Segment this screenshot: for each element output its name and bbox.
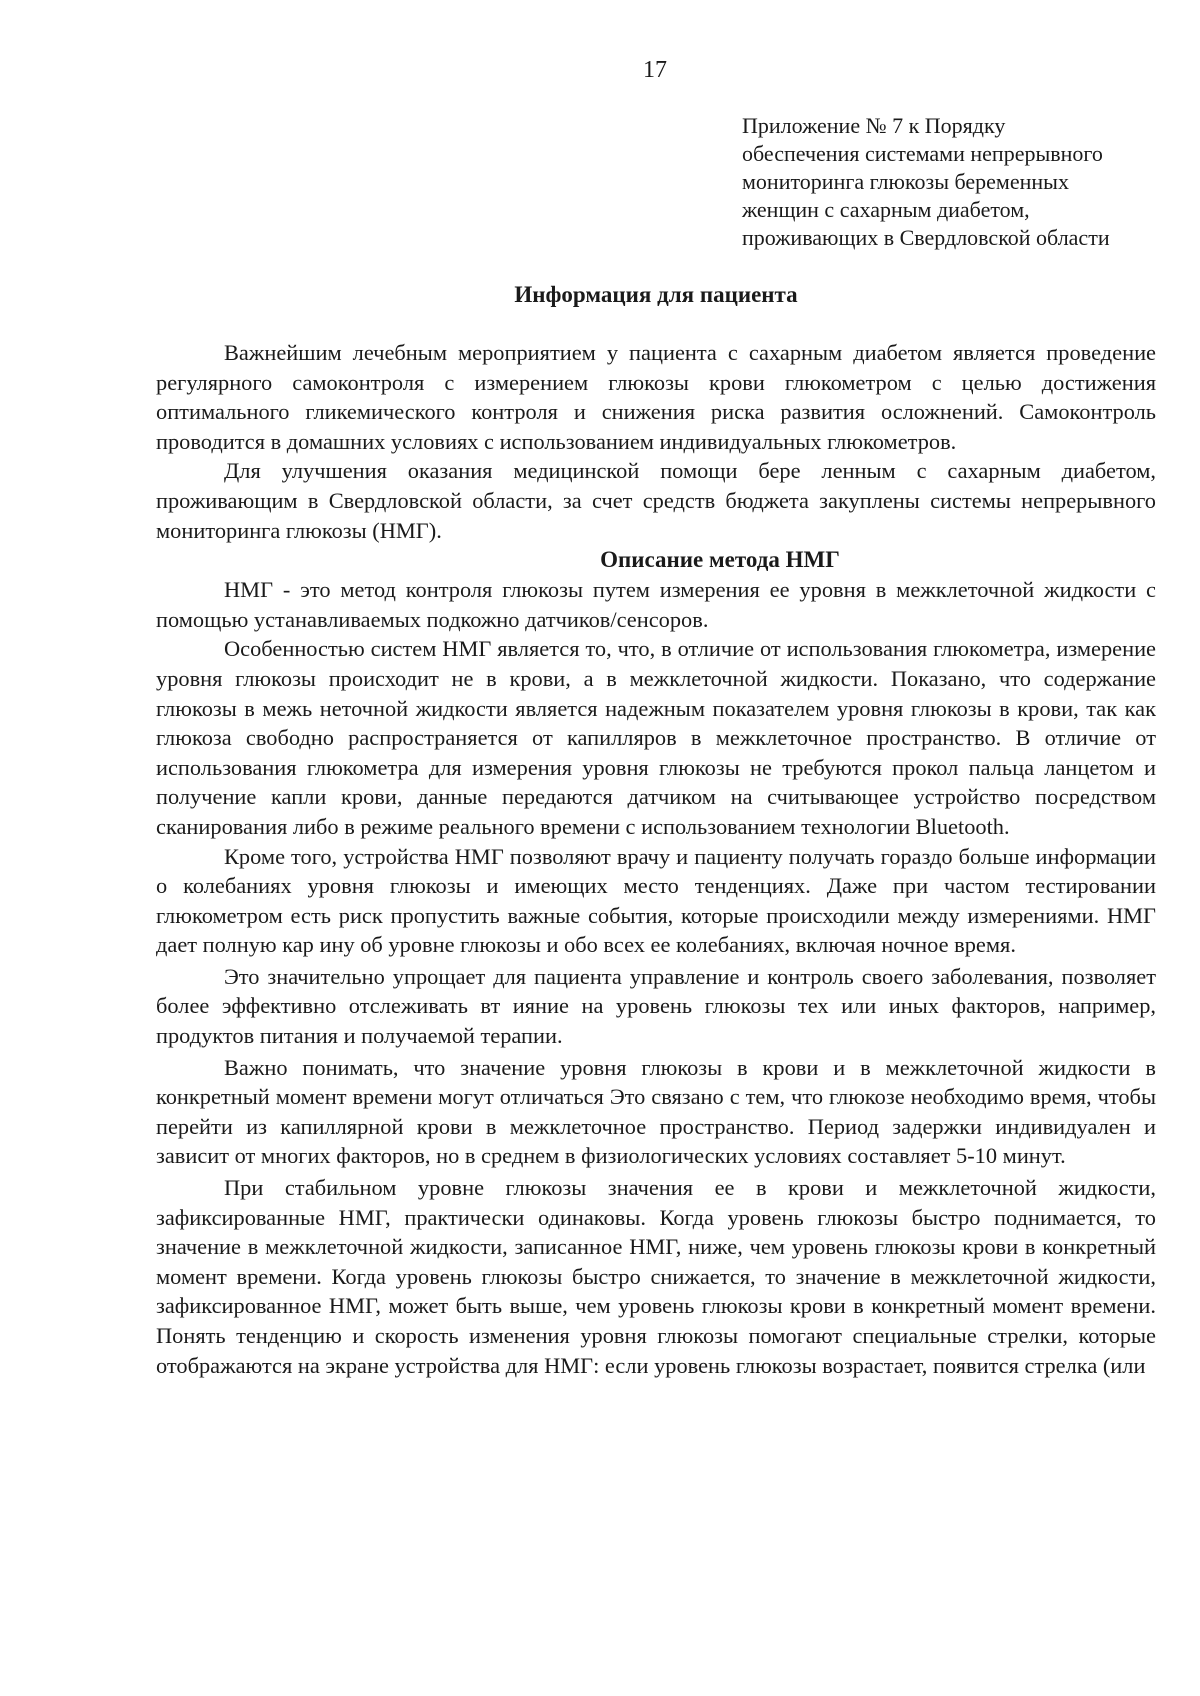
document-title: Информация для пациента xyxy=(514,282,798,307)
appendix-note xyxy=(742,112,1182,252)
page-number: 17 xyxy=(643,57,667,83)
paragraph: Важнейшим лечебным мероприятием у пациента с сахарным диабетом является проведение регулярного самоконтроля с измерением глюкозы крови глюкометром с целью достижения оптимального гликемического контроля и снижения риска развития осложнений. Самоконтроль проводится в домашних условиях с использованием индивидуальных глюкометров. xyxy=(156,340,1156,454)
section-heading: Описание метода НМГ xyxy=(600,547,840,573)
appendix-line: мониторинга глюкозы беременных xyxy=(742,169,1069,194)
paragraph: Особенностью систем НМГ является то, что, в отличие от использования глюкометра, измерение уровня глюкозы происходит не в крови, а в межклеточной жидкости. Показано, что содержание глюкозы в межь неточной жидкости является надежным показателем уровня глюкозы в крови, так как глюкоза свободно распространяется от капилляров в межклеточное пространство. В отличие от использования глюкометра для измерения уровня глюкозы не требуются прокол пальца ланцетом и получение капли крови, данные передаются датчиком на считывающее устройство посредством сканирования либо в режиме реального времени с использованием технологии Bluetooth. xyxy=(156,636,1156,839)
paragraph: Это значительно упрощает для пациента управление и контроль своего заболевания, позволяет более эффективно отслеживать вт ияние на уровень глюкозы тех или иных факторов, например, продуктов питания и получаемой терапии. xyxy=(156,963,1156,1049)
appendix-line: проживающих в Свердловской области xyxy=(742,225,1110,250)
document-body xyxy=(156,338,1156,1380)
appendix-line: Приложение № 7 к Порядку xyxy=(742,113,1006,138)
paragraph: Кроме того, устройства НМГ позволяют врачу и пациенту получать гораздо больше информации о колебаниях уровня глюкозы и имеющих место тенденциях. Даже при частом тестировании глюкометром есть риск пропустить важные события, которые происходили между измерениями. НМГ дает полную кар ину об уровне глюкозы и обо всех ее колебаниях, включая ночное время. xyxy=(156,843,1156,958)
appendix-line: обеспечения системами непрерывного xyxy=(742,141,1103,166)
paragraph: При стабильном уровне глюкозы значения ее в крови и межклеточной жидкости, зафиксированные НМГ, практически одинаковы. Когда уровень глюкозы быстро поднимается, то значение в межклеточной жидкости, записанное НМГ, ниже, чем уровень глюкозы крови в конкретный момент времени. Когда уровень глюкозы быстро снижается, то значение в межклеточной жидкости, зафиксированное НМГ, может быть выше, чем уровень глюкозы крови в конкретный момент времени. Понять тенденцию и скорость изменения уровня глюкозы помогают специальные стрелки, которые отображаются на экране устройства для НМГ: если уровень глюкозы возрастает, появится стрелка (или xyxy=(156,1175,1156,1378)
appendix-line: женщин с сахарным диабетом, xyxy=(742,197,1030,222)
paragraph: Важно понимать, что значение уровня глюкозы в крови и в межклеточной жидкости в конкретный момент времени могут отличаться Это связано с тем, что глюкозе необходимо время, чтобы перейти из капиллярной крови в межклеточное пространство. Период задержки индивидуален и зависит от многих факторов, но в среднем в физиологических условиях составляет 5-10 минут. xyxy=(156,1054,1156,1169)
paragraph: Для улучшения оказания медицинской помощи бере ленным с сахарным диабетом, проживающим в Свердловской области, за счет средств бюджета закуплены системы непрерывного мониторинга глюкозы (НМГ). xyxy=(156,458,1156,543)
paragraph: НМГ - это метод контроля глюкозы путем измерения ее уровня в межклеточной жидкости с помощью устанавливаемых подкожно датчиков/сенсоров. xyxy=(156,577,1156,632)
